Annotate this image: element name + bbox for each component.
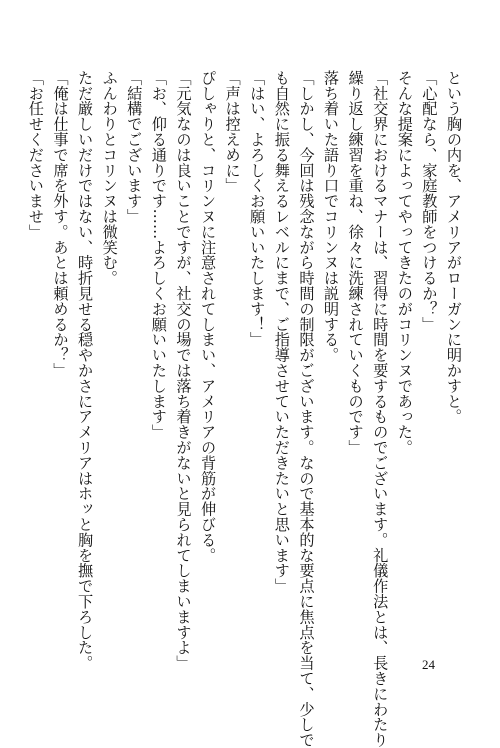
text-line: 「お任せくださいませ」 [26, 70, 45, 240]
text-line: 繰り返し練習を重ね、徐々に洗練されていくものです」 [346, 70, 365, 455]
text-line: 落ち着いた語り口でコリンヌは説明する。 [322, 70, 341, 363]
text-line: ふんわりとコリンヌは微笑む。 [100, 70, 119, 286]
text-line: も自然に振る舞えるレベルにまで、ご指導させていただきたいと思います」 [272, 70, 291, 594]
text-line: 「しかし、今回は残念ながら時間の制限がございます。なので基本的な要点に焦点を当て、少しで [297, 70, 316, 748]
text-line: ぴしゃりと、コリンヌに注意されてしまい、アメリアの背筋が伸びる。 [199, 70, 218, 563]
text-line: 「俺は仕事で席を外す。あとは頼めるか？」 [51, 70, 70, 378]
text-line: 「お、仰る通りです……よろしくお願いいたします」 [149, 70, 168, 440]
text-line: そんな提案によってやってきたのがコリンヌであった。 [395, 70, 414, 455]
text-line: ただ厳しいだけではない、時折見せる穏やかさにアメリアはホッと胸を撫で下ろした。 [76, 70, 95, 671]
text-line: 「声は控えめに」 [223, 70, 242, 194]
text-line: 「はい、よろしくお願いいたします！」 [248, 70, 267, 348]
text-line: 「社交界におけるマナーは、習得に時間を要するものでございます。礼儀作法とは、長きにわたり [371, 70, 390, 748]
page-number: 24 [422, 657, 435, 672]
text-line: 「結構でございます」 [125, 70, 144, 224]
text-line: 「元気なのは良いことですが、社交の場では落ち着きがないと見られてしまいますよ」 [174, 70, 193, 671]
text-line: 「心配なら、家庭教師をつけるか？」 [420, 70, 439, 332]
text-line: という胸の内を、アメリアがローガンに明かすと。 [445, 70, 463, 425]
